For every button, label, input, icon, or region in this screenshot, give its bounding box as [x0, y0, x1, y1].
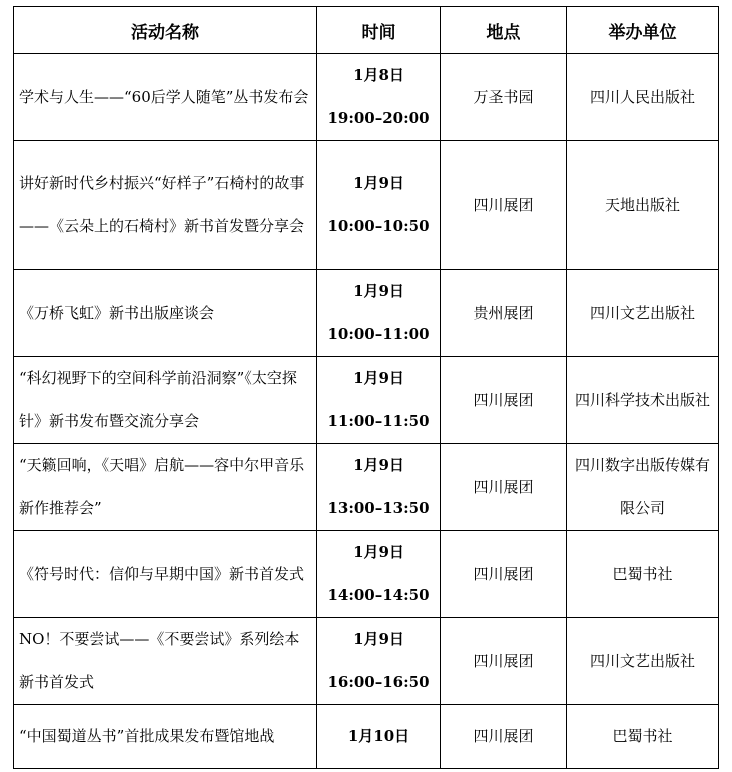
event-name: 讲好新时代乡村振兴“好样子”石椅村的故事——《云朵上的石椅村》新书首发暨分享会	[14, 141, 317, 270]
event-time	[317, 141, 441, 270]
event-name: NO！不要尝试——《不要尝试》系列绘本新书首发式	[14, 618, 317, 705]
event-time	[317, 357, 441, 444]
table-row	[14, 705, 719, 769]
event-organizer: 四川文艺出版社	[567, 270, 719, 357]
event-date-value: 1月9日	[353, 543, 404, 561]
event-place: 万圣书园	[441, 54, 567, 141]
event-organizer: 四川人民出版社	[567, 54, 719, 141]
header-name: 活动名称	[14, 7, 317, 54]
event-name: “天籁回响，《天唱》启航——容中尔甲音乐新作推荐会”	[14, 444, 317, 531]
table-row	[14, 618, 719, 705]
header-row	[14, 7, 719, 54]
table-row	[14, 54, 719, 141]
header-organizer: 举办单位	[567, 7, 719, 54]
event-name: “中国蜀道丛书”首批成果发布暨馆地战	[14, 705, 317, 769]
header-time: 时间	[317, 7, 441, 54]
events-table	[13, 6, 719, 769]
event-organizer: 四川科学技术出版社	[567, 357, 719, 444]
event-date-value: 1月9日	[353, 456, 404, 474]
header-place: 地点	[441, 7, 567, 54]
table-row	[14, 357, 719, 444]
event-time-value: 11:00–11:50	[327, 412, 430, 430]
event-date-value: 1月10日	[347, 727, 410, 745]
table-row	[14, 141, 719, 270]
event-time-value: 10:00–11:00	[327, 325, 430, 343]
table-row	[14, 444, 719, 531]
event-place: 四川展团	[441, 444, 567, 531]
event-date-value: 1月9日	[353, 630, 404, 648]
event-place: 四川展团	[441, 357, 567, 444]
event-organizer: 四川文艺出版社	[567, 618, 719, 705]
event-place: 四川展团	[441, 618, 567, 705]
event-place: 四川展团	[441, 531, 567, 618]
event-place: 四川展团	[441, 141, 567, 270]
table-row	[14, 531, 719, 618]
table-row	[14, 270, 719, 357]
event-organizer: 巴蜀书社	[567, 531, 719, 618]
event-time-value: 19:00–20:00	[327, 109, 430, 127]
event-place: 四川展团	[441, 705, 567, 769]
event-place: 贵州展团	[441, 270, 567, 357]
event-organizer: 天地出版社	[567, 141, 719, 270]
event-time	[317, 54, 441, 141]
event-date-value: 1月9日	[353, 282, 404, 300]
event-time	[317, 705, 441, 769]
event-name: “科幻视野下的空间科学前沿洞察”《太空探针》新书发布暨交流分享会	[14, 357, 317, 444]
event-name: 《万桥飞虹》新书出版座谈会	[14, 270, 317, 357]
event-time	[317, 270, 441, 357]
event-time	[317, 444, 441, 531]
event-time-value: 13:00–13:50	[327, 499, 430, 517]
event-time-value: 10:00–10:50	[327, 217, 430, 235]
event-organizer: 四川数字出版传媒有限公司	[567, 444, 719, 531]
event-time	[317, 531, 441, 618]
event-name: 《符号时代：信仰与早期中国》新书首发式	[14, 531, 317, 618]
event-time	[317, 618, 441, 705]
event-name: 学术与人生——“60后学人随笔”丛书发布会	[14, 54, 317, 141]
event-time-value: 16:00–16:50	[327, 673, 430, 691]
event-date-value: 1月9日	[353, 174, 404, 192]
event-organizer: 巴蜀书社	[567, 705, 719, 769]
event-date-value: 1月8日	[353, 66, 404, 84]
event-date-value: 1月9日	[353, 369, 404, 387]
event-time-value: 14:00–14:50	[327, 586, 430, 604]
